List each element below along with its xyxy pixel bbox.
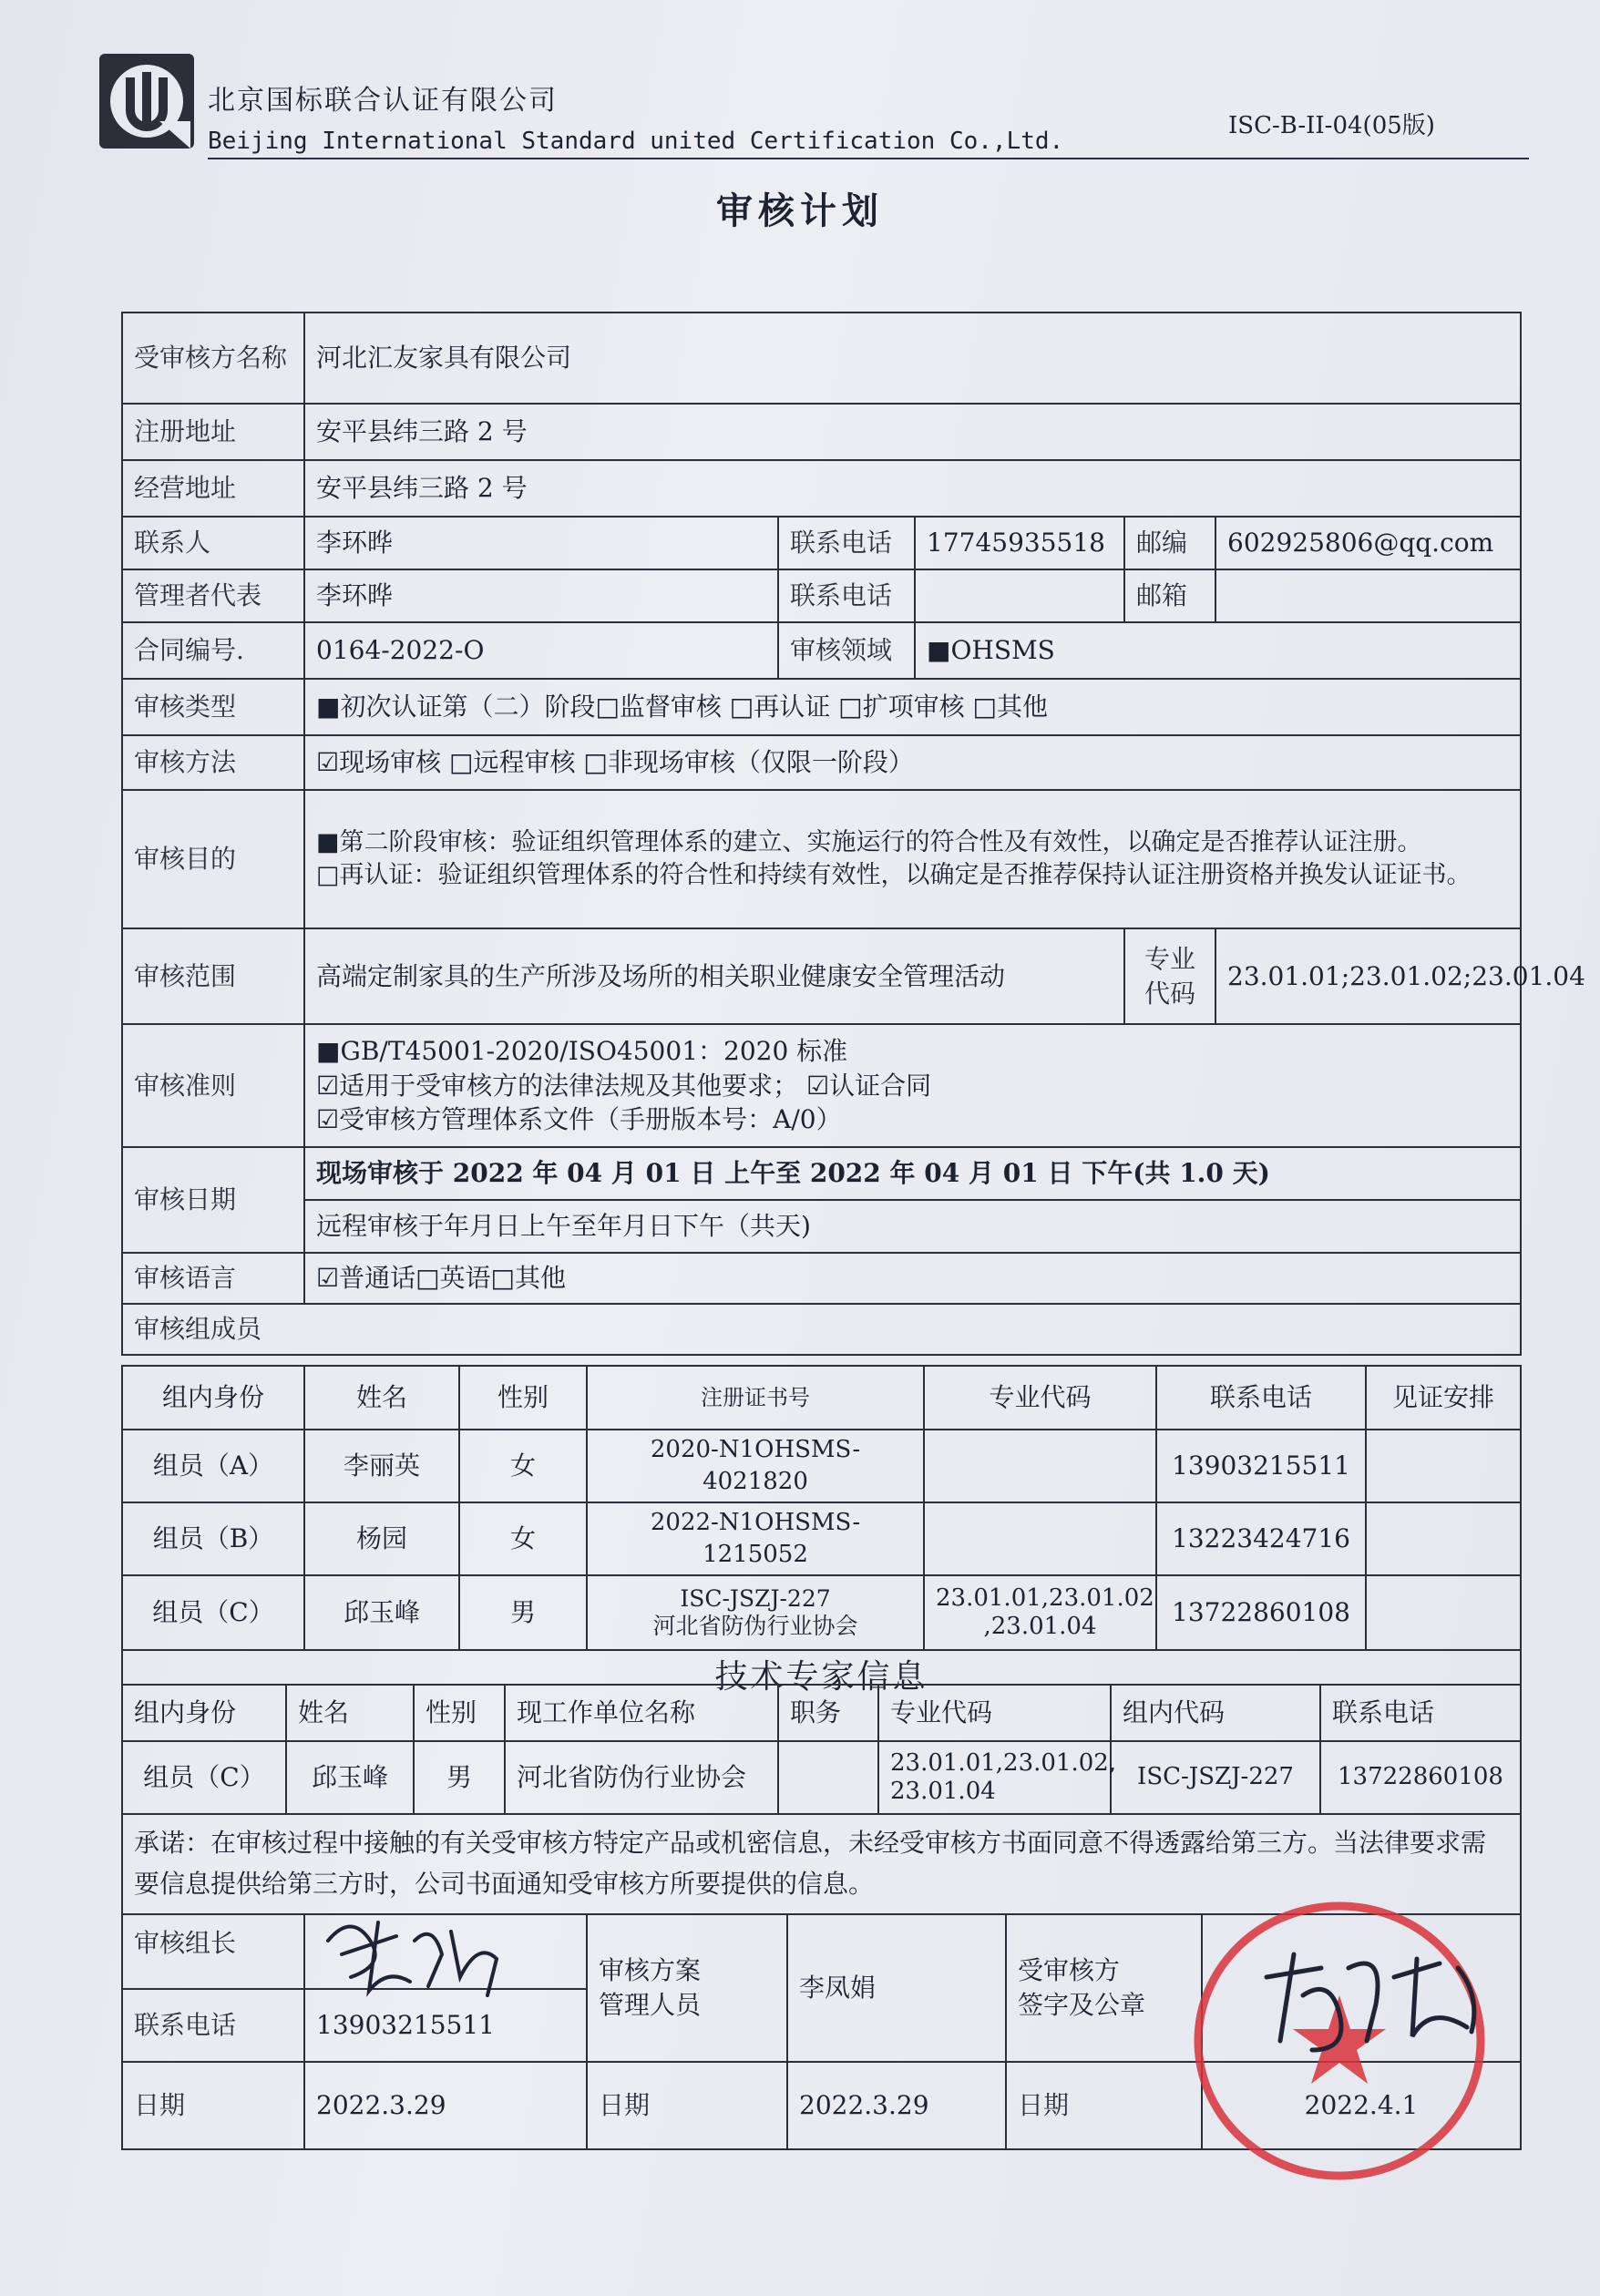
- phone-label: 联系电话: [778, 517, 915, 569]
- member-role: 组员（C）: [122, 1575, 304, 1650]
- manager-label-1: 审核方案: [599, 1955, 702, 1986]
- expert-header-gender: 性别: [414, 1685, 505, 1741]
- manager-date: 2022.3.29: [787, 2062, 1006, 2149]
- auditee-signature-cell: [1202, 1914, 1521, 2062]
- auditee-name: 河北汇友家具有限公司: [304, 313, 1521, 404]
- table-row: [122, 1430, 1521, 1502]
- experts-table: [121, 1684, 1522, 1915]
- member-name: 李丽英: [304, 1430, 459, 1502]
- company-name-cn: 北京国标联合认证有限公司: [208, 85, 558, 117]
- contact-label: 联系人: [122, 517, 304, 569]
- rep-mailbox: [1215, 569, 1521, 622]
- team-header-gender: 性别: [459, 1366, 587, 1430]
- criteria-standard: ■GB/T45001-2020/ISO45001：2020 标准: [316, 1035, 848, 1066]
- phone2-label: 联系电话: [778, 569, 915, 622]
- auditee-date: 2022.4.1: [1202, 2062, 1521, 2149]
- auditee-sign-label-2: 签字及公章: [1018, 1990, 1146, 2020]
- experts-section-title: 技术专家信息: [122, 1650, 1521, 1703]
- audit-date-onsite: 现场审核于 2022 年 04 月 01 日 上午至 2022 年 04 月 01 日 下午(共 1.0 天): [304, 1147, 1521, 1200]
- manager-name: 李凤娟: [787, 1914, 1006, 2062]
- leader-date-label: 日期: [122, 2062, 304, 2149]
- expert-header-phone: 联系电话: [1320, 1685, 1521, 1741]
- postcode-label: 邮编: [1124, 517, 1215, 569]
- mailbox-label: 邮箱: [1124, 569, 1215, 622]
- audit-team-table: [121, 1365, 1522, 1703]
- contact-email: 602925806@qq.com: [1215, 517, 1521, 569]
- member-role: 组员（A）: [122, 1430, 304, 1502]
- manager-label-cell: [587, 1914, 787, 2062]
- audit-date-remote: 远程审核于年月日上午至年月日下午（共天): [304, 1200, 1521, 1253]
- member-phone: 13223424716: [1156, 1502, 1366, 1575]
- member-role: 组员（B）: [122, 1502, 304, 1575]
- team-header-witness: 见证安排: [1366, 1366, 1521, 1430]
- member-name: 杨园: [304, 1502, 459, 1575]
- rep-label: 管理者代表: [122, 569, 304, 622]
- op-address-label: 经营地址: [122, 460, 304, 517]
- audit-language: ☑普通话□英语□其他: [304, 1253, 1521, 1304]
- team-header-cert: 注册证书号: [587, 1366, 924, 1430]
- audit-info-table: [121, 312, 1585, 1356]
- op-address: 安平县纬三路 2 号: [304, 460, 1521, 517]
- management-rep: 李环晔: [304, 569, 778, 622]
- spec-code-label: 专业代码: [1124, 928, 1215, 1024]
- company-logo-icon: [96, 50, 198, 152]
- member-cert: ISC-JSZJ-227: [680, 1585, 831, 1613]
- audit-language-label: 审核语言: [122, 1253, 304, 1304]
- leader-date: 2022.3.29: [304, 2062, 587, 2149]
- expert-org: 河北省防伪行业协会: [505, 1741, 778, 1814]
- contact-phone: 17745935518: [915, 517, 1124, 569]
- team-header-role: 组内身份: [122, 1366, 304, 1430]
- expert-header-group-code: 组内代码: [1111, 1685, 1320, 1741]
- reg-address-label: 注册地址: [122, 404, 304, 460]
- spec-code: 23.01.01;23.01.02;23.01.04: [1215, 928, 1521, 1024]
- contract-label: 合同编号.: [122, 622, 304, 679]
- auditee-date-label: 日期: [1006, 2062, 1202, 2149]
- leader-label: 审核组长: [122, 1914, 304, 1989]
- auditee-sign-label-1: 受审核方: [1018, 1955, 1121, 1986]
- member-cert: 2022-N1OHSMS-1215052: [587, 1502, 924, 1575]
- audit-type-label: 审核类型: [122, 679, 304, 735]
- audit-team-blank: [304, 1304, 1521, 1355]
- auditee-name-label: 受审核方名称: [122, 313, 304, 404]
- member-code: [924, 1430, 1156, 1502]
- document-title: 审核计划: [716, 190, 884, 232]
- member-witness: [1366, 1502, 1521, 1575]
- expert-code: 23.01.01,23.01.02,: [890, 1748, 1117, 1777]
- audit-field: ■OHSMS: [915, 622, 1521, 679]
- audit-type: ■初次认证第（二）阶段□监督审核 □再认证 □扩项审核 □其他: [304, 679, 1521, 735]
- rep-phone: [915, 569, 1124, 622]
- audit-scope: 高端定制家具的生产所涉及场所的相关职业健康安全管理活动: [304, 928, 1124, 1024]
- team-header-name: 姓名: [304, 1366, 459, 1430]
- expert-phone: 13722860108: [1320, 1741, 1521, 1814]
- member-phone: 13722860108: [1156, 1575, 1366, 1650]
- contact-person: 李环晔: [304, 517, 778, 569]
- audit-method-label: 审核方法: [122, 735, 304, 790]
- table-row: [122, 1575, 1521, 1650]
- expert-name: 邱玉峰: [286, 1741, 414, 1814]
- letterhead: [91, 50, 1531, 159]
- member-phone: 13903215511: [1156, 1430, 1366, 1502]
- member-gender: 女: [459, 1502, 587, 1575]
- member-cert-org: 河北省防伪行业协会: [652, 1613, 858, 1640]
- member-gender: 男: [459, 1575, 587, 1650]
- audit-purpose-recert: □再认证：验证组织管理体系的符合性和持续有效性，以确定是否推荐保持认证注册资格并换发认证证书。: [316, 861, 1472, 889]
- member-witness: [1366, 1430, 1521, 1502]
- field-label: 审核领域: [778, 622, 915, 679]
- audit-team-label: 审核组成员: [122, 1304, 304, 1355]
- leader-signature-cell: [304, 1914, 587, 1989]
- criteria-manual: ☑受审核方管理体系文件（手册版本号：A/0）: [316, 1104, 842, 1135]
- contract-number: 0164-2022-O: [304, 622, 778, 679]
- member-code: 23.01.01,23.01.02: [936, 1584, 1154, 1613]
- criteria-laws: ☑适用于受审核方的法律法规及其他要求； ☑认证合同: [316, 1070, 932, 1101]
- expert-header-role: 组内身份: [122, 1685, 286, 1741]
- signoff-table: [121, 1913, 1522, 2150]
- expert-header-code: 专业代码: [878, 1685, 1111, 1741]
- expert-gender: 男: [414, 1741, 505, 1814]
- member-code-cont: ,23.01.04: [983, 1613, 1097, 1641]
- member-gender: 女: [459, 1430, 587, 1502]
- audit-purpose-stage2: ■第二阶段审核：验证组织管理体系的建立、实施运行的符合性及有效性，以确定是否推荐认证注册。: [316, 827, 1422, 856]
- expert-header-duty: 职务: [778, 1685, 878, 1741]
- audit-method: ☑现场审核 □远程审核 □非现场审核（仅限一阶段）: [304, 735, 1521, 790]
- leader-phone: 13903215511: [304, 1989, 587, 2062]
- member-code: [924, 1502, 1156, 1575]
- header-divider: [208, 158, 1529, 159]
- auditee-sign-label-cell: [1006, 1914, 1202, 2062]
- leader-phone-label: 联系电话: [122, 1989, 304, 2062]
- audit-scope-label: 审核范围: [122, 928, 304, 1024]
- team-header-phone: 联系电话: [1156, 1366, 1366, 1430]
- audit-criteria-label: 审核准则: [122, 1024, 304, 1147]
- table-row: [122, 1502, 1521, 1575]
- audit-purpose-label: 审核目的: [122, 790, 304, 928]
- manager-label-2: 管理人员: [599, 1990, 702, 2020]
- expert-duty: [778, 1741, 878, 1814]
- company-name-en: Beijing International Standard united Certification Co.,Ltd.: [208, 128, 1064, 155]
- reg-address: 安平县纬三路 2 号: [304, 404, 1521, 460]
- member-cert: 2020-N1OHSMS-4021820: [587, 1430, 924, 1502]
- team-header-code: 专业代码: [924, 1366, 1156, 1430]
- member-witness: [1366, 1575, 1521, 1650]
- form-code: ISC-B-II-04(05版): [1228, 112, 1435, 139]
- audit-date-label: 审核日期: [122, 1147, 304, 1253]
- expert-group-code: ISC-JSZJ-227: [1111, 1741, 1320, 1814]
- manager-date-label: 日期: [587, 2062, 787, 2149]
- expert-role: 组员（C）: [122, 1741, 286, 1814]
- expert-code-cont: 23.01.04: [890, 1778, 996, 1805]
- member-name: 邱玉峰: [304, 1575, 459, 1650]
- expert-header-org: 现工作单位名称: [505, 1685, 778, 1741]
- confidentiality-commitment: 承诺：在审核过程中接触的有关受审核方特定产品或机密信息，未经受审核方书面同意不得透露给第三方。当法律要求需要信息提供给第三方时，公司书面通知受审核方所要提供的信息。: [122, 1814, 1521, 1914]
- table-row: [122, 1741, 1521, 1814]
- expert-header-name: 姓名: [286, 1685, 414, 1741]
